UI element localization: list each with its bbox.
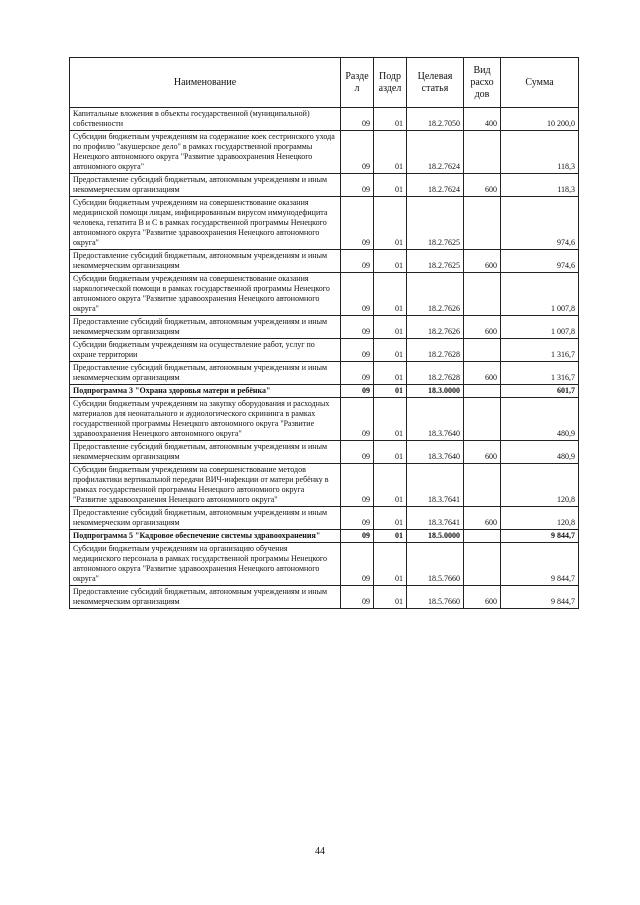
row-name-cell: Предоставление субсидий бюджетным, автономным учреждениям и иным некоммерческим организациям xyxy=(70,507,341,530)
row-razdel-cell: 09 xyxy=(341,362,374,385)
row-vid-cell xyxy=(464,385,501,398)
row-sum-cell: 120,8 xyxy=(501,507,579,530)
table-row xyxy=(70,197,579,250)
row-sum-cell: 974,6 xyxy=(501,250,579,273)
row-vid-cell xyxy=(464,273,501,316)
row-sum-cell: 9 844,7 xyxy=(501,586,579,609)
row-vid-cell xyxy=(464,131,501,174)
row-target-cell: 18.2.7628 xyxy=(407,362,464,385)
row-vid-cell: 600 xyxy=(464,250,501,273)
row-sum-cell: 118,3 xyxy=(501,131,579,174)
row-vid-cell xyxy=(464,464,501,507)
row-razdel-cell: 09 xyxy=(341,197,374,250)
table-row xyxy=(70,441,579,464)
table-row xyxy=(70,339,579,362)
row-razdel-cell: 09 xyxy=(341,174,374,197)
row-name-cell: Предоставление субсидий бюджетным, автономным учреждениям и иным некоммерческим организациям xyxy=(70,441,341,464)
table-row xyxy=(70,507,579,530)
row-target-cell: 18.3.0000 xyxy=(407,385,464,398)
table-row xyxy=(70,250,579,273)
row-podrazdel-cell: 01 xyxy=(374,273,407,316)
row-podrazdel-cell: 01 xyxy=(374,398,407,441)
row-podrazdel-cell: 01 xyxy=(374,385,407,398)
row-target-cell: 18.5.7660 xyxy=(407,543,464,586)
row-sum-cell: 1 007,8 xyxy=(501,316,579,339)
row-sum-cell: 9 844,7 xyxy=(501,543,579,586)
table-row xyxy=(70,543,579,586)
table-row xyxy=(70,464,579,507)
row-razdel-cell: 09 xyxy=(341,339,374,362)
row-podrazdel-cell: 01 xyxy=(374,530,407,543)
row-sum-cell: 1 316,7 xyxy=(501,362,579,385)
row-vid-cell xyxy=(464,398,501,441)
table-row xyxy=(70,530,579,543)
header-sum: Сумма xyxy=(501,58,579,108)
row-name-cell: Предоставление субсидий бюджетным, автономным учреждениям и иным некоммерческим организациям xyxy=(70,250,341,273)
row-razdel-cell: 09 xyxy=(341,398,374,441)
row-sum-cell: 120,8 xyxy=(501,464,579,507)
row-razdel-cell: 09 xyxy=(341,108,374,131)
table-row xyxy=(70,385,579,398)
row-razdel-cell: 09 xyxy=(341,530,374,543)
row-podrazdel-cell: 01 xyxy=(374,250,407,273)
row-podrazdel-cell: 01 xyxy=(374,507,407,530)
row-podrazdel-cell: 01 xyxy=(374,586,407,609)
row-name-cell: Предоставление субсидий бюджетным, автономным учреждениям и иным некоммерческим организациям xyxy=(70,586,341,609)
header-podrazdel: Подр аздел xyxy=(374,58,407,108)
row-podrazdel-cell: 01 xyxy=(374,543,407,586)
row-target-cell: 18.2.7626 xyxy=(407,273,464,316)
row-vid-cell xyxy=(464,339,501,362)
row-target-cell: 18.2.7050 xyxy=(407,108,464,131)
row-sum-cell: 1 007,8 xyxy=(501,273,579,316)
row-vid-cell: 600 xyxy=(464,586,501,609)
row-sum-cell: 601,7 xyxy=(501,385,579,398)
table-row xyxy=(70,398,579,441)
row-vid-cell: 600 xyxy=(464,362,501,385)
row-razdel-cell: 09 xyxy=(341,316,374,339)
row-vid-cell: 600 xyxy=(464,316,501,339)
row-podrazdel-cell: 01 xyxy=(374,464,407,507)
row-razdel-cell: 09 xyxy=(341,543,374,586)
row-vid-cell: 600 xyxy=(464,441,501,464)
row-target-cell: 18.5.7660 xyxy=(407,586,464,609)
row-target-cell: 18.3.7641 xyxy=(407,464,464,507)
row-podrazdel-cell: 01 xyxy=(374,108,407,131)
row-podrazdel-cell: 01 xyxy=(374,316,407,339)
row-sum-cell: 9 844,7 xyxy=(501,530,579,543)
budget-table xyxy=(69,57,579,609)
row-vid-cell xyxy=(464,530,501,543)
row-razdel-cell: 09 xyxy=(341,131,374,174)
row-target-cell: 18.2.7625 xyxy=(407,197,464,250)
row-sum-cell: 10 200,0 xyxy=(501,108,579,131)
page-number: 44 xyxy=(315,846,325,857)
row-name-cell: Субсидии бюджетным учреждениям на совершенствование оказания медицинской помощи лицам, инфицированным вирусом иммунодефицита человека, гепатита В и С в рамках государственной программы Ненецкого автономного округа "Развитие здравоохранения Ненецкого автономного округа" xyxy=(70,197,341,250)
row-sum-cell: 974,6 xyxy=(501,197,579,250)
row-name-cell: Субсидии бюджетным учреждениям на закупку оборудования и расходных материалов для неонатального и аудиологического скрининга в рамках государственной программы Ненецкого автономного округа "Развитие здравоохранения Ненецкого автономного округа" xyxy=(70,398,341,441)
row-name-cell: Субсидии бюджетным учреждениям на организацию обучения медицинского персонала в рамках государственной программы Ненецкого автономного округа "Развитие здравоохранения Ненецкого автономного округа" xyxy=(70,543,341,586)
table-row xyxy=(70,316,579,339)
table-row xyxy=(70,131,579,174)
row-name-cell: Капитальные вложения в объекты государственной (муниципальной) собственности xyxy=(70,108,341,131)
row-razdel-cell: 09 xyxy=(341,464,374,507)
row-podrazdel-cell: 01 xyxy=(374,174,407,197)
row-podrazdel-cell: 01 xyxy=(374,339,407,362)
row-sum-cell: 480,9 xyxy=(501,398,579,441)
row-name-cell: Субсидии бюджетным учреждениям на совершенствование методов профилактики вертикальной передачи ВИЧ-инфекции от матери ребёнку в рамках государственной программы Ненецкого автономного округа "Развитие здравоохранения Ненецкого автономного округа" xyxy=(70,464,341,507)
row-razdel-cell: 09 xyxy=(341,507,374,530)
header-name: Наименование xyxy=(70,58,341,108)
table-body xyxy=(70,108,579,609)
row-podrazdel-cell: 01 xyxy=(374,441,407,464)
header-razdel: Разде л xyxy=(341,58,374,108)
row-target-cell: 18.2.7625 xyxy=(407,250,464,273)
row-name-cell: Предоставление субсидий бюджетным, автономным учреждениям и иным некоммерческим организациям xyxy=(70,174,341,197)
table-row xyxy=(70,586,579,609)
row-name-cell: Субсидии бюджетным учреждениям на содержание коек сестринского ухода по профилю "акушерское дело" в рамках государственной программы Ненецкого автономного округа "Развитие здравоохранения Ненецкого автономного округа" xyxy=(70,131,341,174)
row-razdel-cell: 09 xyxy=(341,250,374,273)
row-target-cell: 18.2.7624 xyxy=(407,174,464,197)
header-target: Целевая статья xyxy=(407,58,464,108)
row-name-cell: Подпрограмма 3 "Охрана здоровья матери и ребёнка" xyxy=(70,385,341,398)
row-target-cell: 18.3.7641 xyxy=(407,507,464,530)
row-target-cell: 18.5.0000 xyxy=(407,530,464,543)
table-row xyxy=(70,273,579,316)
row-name-cell: Предоставление субсидий бюджетным, автономным учреждениям и иным некоммерческим организациям xyxy=(70,362,341,385)
row-name-cell: Субсидии бюджетным учреждениям на совершенствование оказания наркологической помощи в рамках государственной программы Ненецкого автономного округа "Развитие здравоохранения Ненецкого автономного округа" xyxy=(70,273,341,316)
row-target-cell: 18.3.7640 xyxy=(407,398,464,441)
row-podrazdel-cell: 01 xyxy=(374,362,407,385)
row-name-cell: Подпрограмма 5 "Кадровое обеспечение системы здравоохранения" xyxy=(70,530,341,543)
row-vid-cell: 600 xyxy=(464,507,501,530)
row-target-cell: 18.2.7628 xyxy=(407,339,464,362)
row-razdel-cell: 09 xyxy=(341,385,374,398)
row-sum-cell: 1 316,7 xyxy=(501,339,579,362)
table-row xyxy=(70,108,579,131)
row-vid-cell xyxy=(464,197,501,250)
row-target-cell: 18.2.7626 xyxy=(407,316,464,339)
row-vid-cell: 600 xyxy=(464,174,501,197)
row-razdel-cell: 09 xyxy=(341,586,374,609)
row-name-cell: Субсидии бюджетным учреждениям на осуществление работ, услуг по охране территории xyxy=(70,339,341,362)
row-podrazdel-cell: 01 xyxy=(374,131,407,174)
row-razdel-cell: 09 xyxy=(341,273,374,316)
row-name-cell: Предоставление субсидий бюджетным, автономным учреждениям и иным некоммерческим организациям xyxy=(70,316,341,339)
row-vid-cell xyxy=(464,543,501,586)
row-sum-cell: 480,9 xyxy=(501,441,579,464)
row-razdel-cell: 09 xyxy=(341,441,374,464)
header-row xyxy=(70,58,579,108)
header-vid: Вид расхо дов xyxy=(464,58,501,108)
row-target-cell: 18.3.7640 xyxy=(407,441,464,464)
row-podrazdel-cell: 01 xyxy=(374,197,407,250)
table-row xyxy=(70,174,579,197)
row-target-cell: 18.2.7624 xyxy=(407,131,464,174)
table-row xyxy=(70,362,579,385)
row-sum-cell: 118,3 xyxy=(501,174,579,197)
row-vid-cell: 400 xyxy=(464,108,501,131)
